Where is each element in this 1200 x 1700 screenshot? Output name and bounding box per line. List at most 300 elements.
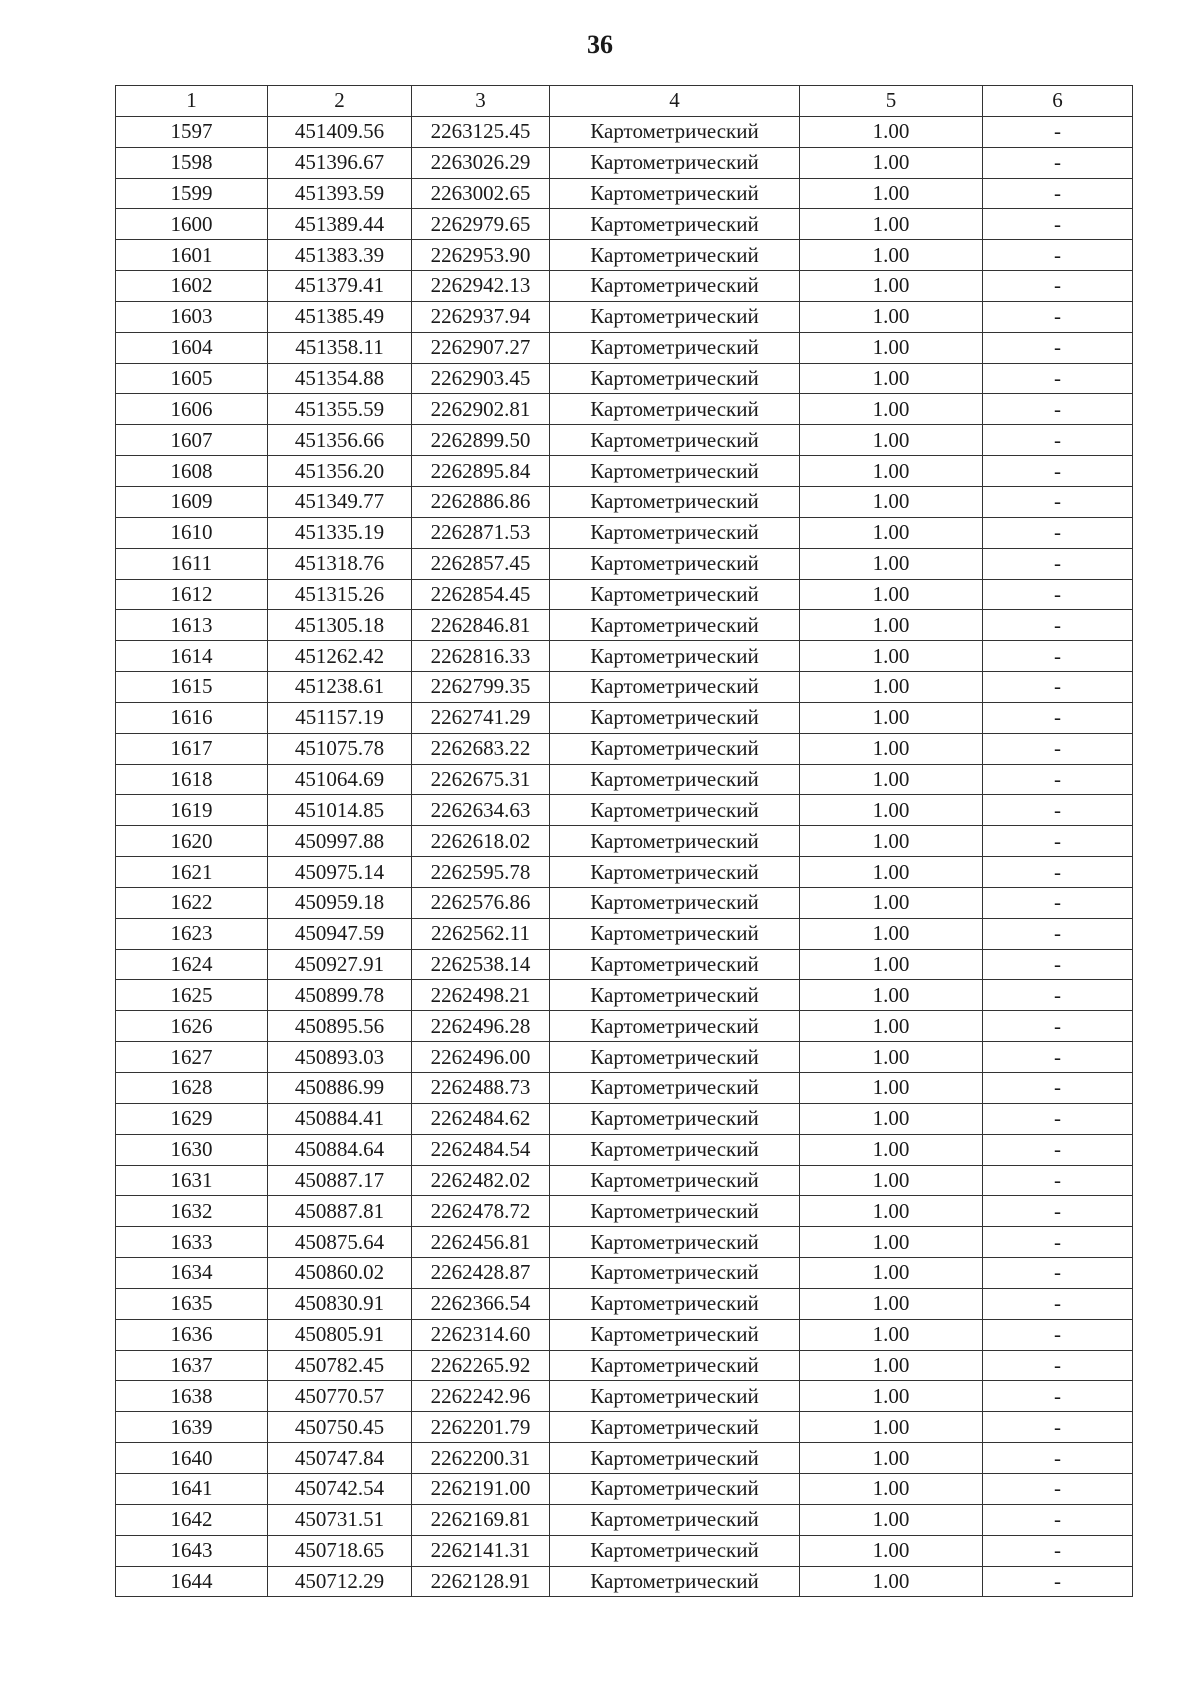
- method-cell: Картометрический: [550, 1042, 800, 1073]
- table-row: [116, 579, 1133, 610]
- method-cell: Картометрический: [550, 672, 800, 703]
- x-coordinate-cell: 450884.64: [268, 1134, 412, 1165]
- x-coordinate-cell: 451356.20: [268, 456, 412, 487]
- y-coordinate-cell: 2262799.35: [412, 672, 550, 703]
- point-number-cell: 1628: [116, 1073, 268, 1104]
- x-coordinate-cell: 451379.41: [268, 271, 412, 302]
- method-cell: Картометрический: [550, 486, 800, 517]
- table-row: [116, 1473, 1133, 1504]
- point-number-cell: 1622: [116, 887, 268, 918]
- y-coordinate-cell: 2262496.00: [412, 1042, 550, 1073]
- x-coordinate-cell: 450750.45: [268, 1412, 412, 1443]
- accuracy-cell: 1.00: [800, 887, 983, 918]
- y-coordinate-cell: 2262498.21: [412, 980, 550, 1011]
- method-cell: Картометрический: [550, 147, 800, 178]
- description-cell: -: [983, 918, 1133, 949]
- point-number-cell: 1602: [116, 271, 268, 302]
- table-row: [116, 486, 1133, 517]
- point-number-cell: 1639: [116, 1412, 268, 1443]
- x-coordinate-cell: 450887.81: [268, 1196, 412, 1227]
- accuracy-cell: 1.00: [800, 1258, 983, 1289]
- y-coordinate-cell: 2262314.60: [412, 1319, 550, 1350]
- description-cell: -: [983, 1103, 1133, 1134]
- y-coordinate-cell: 2262242.96: [412, 1381, 550, 1412]
- point-number-cell: 1631: [116, 1165, 268, 1196]
- accuracy-cell: 1.00: [800, 641, 983, 672]
- accuracy-cell: 1.00: [800, 1350, 983, 1381]
- table-row: [116, 1011, 1133, 1042]
- method-cell: Картометрический: [550, 1165, 800, 1196]
- point-number-cell: 1599: [116, 178, 268, 209]
- accuracy-cell: 1.00: [800, 610, 983, 641]
- table-row: [116, 147, 1133, 178]
- method-cell: Картометрический: [550, 116, 800, 147]
- accuracy-cell: 1.00: [800, 116, 983, 147]
- x-coordinate-cell: 451262.42: [268, 641, 412, 672]
- point-number-cell: 1614: [116, 641, 268, 672]
- x-coordinate-cell: 450770.57: [268, 1381, 412, 1412]
- table-header-row: [116, 86, 1133, 117]
- point-number-cell: 1630: [116, 1134, 268, 1165]
- method-cell: Картометрический: [550, 271, 800, 302]
- description-cell: -: [983, 548, 1133, 579]
- y-coordinate-cell: 2262428.87: [412, 1258, 550, 1289]
- method-cell: Картометрический: [550, 517, 800, 548]
- description-cell: -: [983, 1196, 1133, 1227]
- y-coordinate-cell: 2262937.94: [412, 301, 550, 332]
- method-cell: Картометрический: [550, 548, 800, 579]
- x-coordinate-cell: 451238.61: [268, 672, 412, 703]
- point-number-cell: 1608: [116, 456, 268, 487]
- accuracy-cell: 1.00: [800, 178, 983, 209]
- accuracy-cell: 1.00: [800, 240, 983, 271]
- y-coordinate-cell: 2262903.45: [412, 363, 550, 394]
- method-cell: Картометрический: [550, 1443, 800, 1474]
- y-coordinate-cell: 2262618.02: [412, 826, 550, 857]
- table-row: [116, 702, 1133, 733]
- point-number-cell: 1609: [116, 486, 268, 517]
- method-cell: Картометрический: [550, 301, 800, 332]
- table-row: [116, 672, 1133, 703]
- table-row: [116, 363, 1133, 394]
- description-cell: -: [983, 1165, 1133, 1196]
- method-cell: Картометрический: [550, 1566, 800, 1597]
- method-cell: Картометрический: [550, 918, 800, 949]
- page-number: 36: [587, 30, 613, 59]
- accuracy-cell: 1.00: [800, 795, 983, 826]
- description-cell: -: [983, 826, 1133, 857]
- table-row: [116, 394, 1133, 425]
- y-coordinate-cell: 2262942.13: [412, 271, 550, 302]
- point-number-cell: 1604: [116, 332, 268, 363]
- x-coordinate-cell: 451393.59: [268, 178, 412, 209]
- column-header: 4: [550, 86, 800, 117]
- x-coordinate-cell: 451014.85: [268, 795, 412, 826]
- method-cell: Картометрический: [550, 209, 800, 240]
- table-row: [116, 1443, 1133, 1474]
- point-number-cell: 1632: [116, 1196, 268, 1227]
- x-coordinate-cell: 450805.91: [268, 1319, 412, 1350]
- method-cell: Картометрический: [550, 363, 800, 394]
- x-coordinate-cell: 450884.41: [268, 1103, 412, 1134]
- method-cell: Картометрический: [550, 764, 800, 795]
- y-coordinate-cell: 2262816.33: [412, 641, 550, 672]
- point-number-cell: 1601: [116, 240, 268, 271]
- method-cell: Картометрический: [550, 980, 800, 1011]
- y-coordinate-cell: 2262895.84: [412, 456, 550, 487]
- point-number-cell: 1603: [116, 301, 268, 332]
- description-cell: -: [983, 1412, 1133, 1443]
- table-row: [116, 1165, 1133, 1196]
- accuracy-cell: 1.00: [800, 949, 983, 980]
- description-cell: -: [983, 1073, 1133, 1104]
- description-cell: -: [983, 271, 1133, 302]
- method-cell: Картометрический: [550, 1412, 800, 1443]
- y-coordinate-cell: 2262141.31: [412, 1535, 550, 1566]
- y-coordinate-cell: 2262854.45: [412, 579, 550, 610]
- accuracy-cell: 1.00: [800, 147, 983, 178]
- accuracy-cell: 1.00: [800, 1103, 983, 1134]
- method-cell: Картометрический: [550, 641, 800, 672]
- x-coordinate-cell: 450782.45: [268, 1350, 412, 1381]
- accuracy-cell: 1.00: [800, 1288, 983, 1319]
- point-number-cell: 1642: [116, 1504, 268, 1535]
- point-number-cell: 1615: [116, 672, 268, 703]
- y-coordinate-cell: 2262169.81: [412, 1504, 550, 1535]
- x-coordinate-cell: 451355.59: [268, 394, 412, 425]
- x-coordinate-cell: 450887.17: [268, 1165, 412, 1196]
- y-coordinate-cell: 2262128.91: [412, 1566, 550, 1597]
- table-row: [116, 795, 1133, 826]
- description-cell: -: [983, 764, 1133, 795]
- y-coordinate-cell: 2263125.45: [412, 116, 550, 147]
- table-row: [116, 456, 1133, 487]
- accuracy-cell: 1.00: [800, 1504, 983, 1535]
- point-number-cell: 1617: [116, 733, 268, 764]
- x-coordinate-cell: 450747.84: [268, 1443, 412, 1474]
- x-coordinate-cell: 451356.66: [268, 425, 412, 456]
- y-coordinate-cell: 2262634.63: [412, 795, 550, 826]
- point-number-cell: 1633: [116, 1227, 268, 1258]
- table-row: [116, 1103, 1133, 1134]
- table-row: [116, 425, 1133, 456]
- accuracy-cell: 1.00: [800, 1473, 983, 1504]
- method-cell: Картометрический: [550, 178, 800, 209]
- accuracy-cell: 1.00: [800, 1443, 983, 1474]
- table-row: [116, 332, 1133, 363]
- x-coordinate-cell: 450731.51: [268, 1504, 412, 1535]
- description-cell: -: [983, 301, 1133, 332]
- method-cell: Картометрический: [550, 1103, 800, 1134]
- y-coordinate-cell: 2262562.11: [412, 918, 550, 949]
- method-cell: Картометрический: [550, 579, 800, 610]
- method-cell: Картометрический: [550, 394, 800, 425]
- column-header: 5: [800, 86, 983, 117]
- point-number-cell: 1635: [116, 1288, 268, 1319]
- method-cell: Картометрический: [550, 1196, 800, 1227]
- description-cell: -: [983, 1473, 1133, 1504]
- point-number-cell: 1600: [116, 209, 268, 240]
- description-cell: -: [983, 425, 1133, 456]
- x-coordinate-cell: 451335.19: [268, 517, 412, 548]
- y-coordinate-cell: 2262538.14: [412, 949, 550, 980]
- point-number-cell: 1638: [116, 1381, 268, 1412]
- method-cell: Картометрический: [550, 1381, 800, 1412]
- accuracy-cell: 1.00: [800, 1381, 983, 1412]
- table-row: [116, 116, 1133, 147]
- point-number-cell: 1597: [116, 116, 268, 147]
- description-cell: -: [983, 486, 1133, 517]
- description-cell: -: [983, 332, 1133, 363]
- accuracy-cell: 1.00: [800, 1319, 983, 1350]
- table-row: [116, 980, 1133, 1011]
- point-number-cell: 1626: [116, 1011, 268, 1042]
- point-number-cell: 1605: [116, 363, 268, 394]
- accuracy-cell: 1.00: [800, 1165, 983, 1196]
- accuracy-cell: 1.00: [800, 456, 983, 487]
- accuracy-cell: 1.00: [800, 332, 983, 363]
- method-cell: Картометрический: [550, 949, 800, 980]
- method-cell: Картометрический: [550, 1227, 800, 1258]
- method-cell: Картометрический: [550, 795, 800, 826]
- x-coordinate-cell: 450975.14: [268, 857, 412, 888]
- method-cell: Картометрический: [550, 332, 800, 363]
- point-number-cell: 1627: [116, 1042, 268, 1073]
- x-coordinate-cell: 451318.76: [268, 548, 412, 579]
- description-cell: -: [983, 1258, 1133, 1289]
- accuracy-cell: 1.00: [800, 579, 983, 610]
- table-row: [116, 1227, 1133, 1258]
- accuracy-cell: 1.00: [800, 1412, 983, 1443]
- y-coordinate-cell: 2262576.86: [412, 887, 550, 918]
- point-number-cell: 1610: [116, 517, 268, 548]
- table-row: [116, 517, 1133, 548]
- accuracy-cell: 1.00: [800, 301, 983, 332]
- y-coordinate-cell: 2262200.31: [412, 1443, 550, 1474]
- accuracy-cell: 1.00: [800, 733, 983, 764]
- method-cell: Картометрический: [550, 1258, 800, 1289]
- table-row: [116, 949, 1133, 980]
- x-coordinate-cell: 450899.78: [268, 980, 412, 1011]
- coordinates-table: [115, 85, 1133, 1597]
- y-coordinate-cell: 2262478.72: [412, 1196, 550, 1227]
- point-number-cell: 1621: [116, 857, 268, 888]
- description-cell: -: [983, 702, 1133, 733]
- description-cell: -: [983, 394, 1133, 425]
- y-coordinate-cell: 2262484.62: [412, 1103, 550, 1134]
- method-cell: Картометрический: [550, 240, 800, 271]
- accuracy-cell: 1.00: [800, 702, 983, 733]
- table-row: [116, 1504, 1133, 1535]
- description-cell: -: [983, 1443, 1133, 1474]
- column-header: 2: [268, 86, 412, 117]
- method-cell: Картометрический: [550, 887, 800, 918]
- x-coordinate-cell: 451383.39: [268, 240, 412, 271]
- point-number-cell: 1636: [116, 1319, 268, 1350]
- y-coordinate-cell: 2262979.65: [412, 209, 550, 240]
- y-coordinate-cell: 2262496.28: [412, 1011, 550, 1042]
- description-cell: -: [983, 178, 1133, 209]
- x-coordinate-cell: 451305.18: [268, 610, 412, 641]
- x-coordinate-cell: 450742.54: [268, 1473, 412, 1504]
- accuracy-cell: 1.00: [800, 826, 983, 857]
- table-row: [116, 1566, 1133, 1597]
- table-row: [116, 918, 1133, 949]
- description-cell: -: [983, 1319, 1133, 1350]
- x-coordinate-cell: 450997.88: [268, 826, 412, 857]
- point-number-cell: 1598: [116, 147, 268, 178]
- accuracy-cell: 1.00: [800, 980, 983, 1011]
- point-number-cell: 1616: [116, 702, 268, 733]
- table-row: [116, 178, 1133, 209]
- description-cell: -: [983, 209, 1133, 240]
- y-coordinate-cell: 2262857.45: [412, 548, 550, 579]
- accuracy-cell: 1.00: [800, 1011, 983, 1042]
- point-number-cell: 1611: [116, 548, 268, 579]
- description-cell: -: [983, 857, 1133, 888]
- table-row: [116, 887, 1133, 918]
- x-coordinate-cell: 451075.78: [268, 733, 412, 764]
- x-coordinate-cell: 450959.18: [268, 887, 412, 918]
- y-coordinate-cell: 2262366.54: [412, 1288, 550, 1319]
- description-cell: -: [983, 1535, 1133, 1566]
- point-number-cell: 1629: [116, 1103, 268, 1134]
- point-number-cell: 1619: [116, 795, 268, 826]
- point-number-cell: 1625: [116, 980, 268, 1011]
- x-coordinate-cell: 450947.59: [268, 918, 412, 949]
- point-number-cell: 1612: [116, 579, 268, 610]
- method-cell: Картометрический: [550, 1473, 800, 1504]
- method-cell: Картометрический: [550, 1504, 800, 1535]
- description-cell: -: [983, 1381, 1133, 1412]
- method-cell: Картометрический: [550, 1073, 800, 1104]
- table-row: [116, 1412, 1133, 1443]
- description-cell: -: [983, 456, 1133, 487]
- accuracy-cell: 1.00: [800, 672, 983, 703]
- method-cell: Картометрический: [550, 733, 800, 764]
- accuracy-cell: 1.00: [800, 1042, 983, 1073]
- point-number-cell: 1641: [116, 1473, 268, 1504]
- accuracy-cell: 1.00: [800, 271, 983, 302]
- method-cell: Картометрический: [550, 702, 800, 733]
- x-coordinate-cell: 450886.99: [268, 1073, 412, 1104]
- method-cell: Картометрический: [550, 1535, 800, 1566]
- table-row: [116, 1535, 1133, 1566]
- x-coordinate-cell: 451389.44: [268, 209, 412, 240]
- x-coordinate-cell: 450712.29: [268, 1566, 412, 1597]
- method-cell: Картометрический: [550, 1134, 800, 1165]
- description-cell: -: [983, 1011, 1133, 1042]
- description-cell: -: [983, 1042, 1133, 1073]
- method-cell: Картометрический: [550, 857, 800, 888]
- description-cell: -: [983, 147, 1133, 178]
- table-row: [116, 857, 1133, 888]
- accuracy-cell: 1.00: [800, 1196, 983, 1227]
- column-header: 3: [412, 86, 550, 117]
- point-number-cell: 1623: [116, 918, 268, 949]
- description-cell: -: [983, 1227, 1133, 1258]
- table-body: [116, 116, 1133, 1597]
- description-cell: -: [983, 1504, 1133, 1535]
- y-coordinate-cell: 2262265.92: [412, 1350, 550, 1381]
- y-coordinate-cell: 2262191.00: [412, 1473, 550, 1504]
- description-cell: -: [983, 363, 1133, 394]
- y-coordinate-cell: 2262886.86: [412, 486, 550, 517]
- y-coordinate-cell: 2262871.53: [412, 517, 550, 548]
- accuracy-cell: 1.00: [800, 857, 983, 888]
- method-cell: Картометрический: [550, 1319, 800, 1350]
- x-coordinate-cell: 450927.91: [268, 949, 412, 980]
- point-number-cell: 1624: [116, 949, 268, 980]
- method-cell: Картометрический: [550, 1011, 800, 1042]
- table-row: [116, 301, 1133, 332]
- method-cell: Картометрический: [550, 1288, 800, 1319]
- accuracy-cell: 1.00: [800, 1535, 983, 1566]
- y-coordinate-cell: 2262953.90: [412, 240, 550, 271]
- table-row: [116, 1350, 1133, 1381]
- method-cell: Картометрический: [550, 610, 800, 641]
- description-cell: -: [983, 579, 1133, 610]
- description-cell: -: [983, 1350, 1133, 1381]
- description-cell: -: [983, 116, 1133, 147]
- description-cell: -: [983, 1288, 1133, 1319]
- method-cell: Картометрический: [550, 425, 800, 456]
- accuracy-cell: 1.00: [800, 363, 983, 394]
- x-coordinate-cell: 450895.56: [268, 1011, 412, 1042]
- point-number-cell: 1620: [116, 826, 268, 857]
- accuracy-cell: 1.00: [800, 1566, 983, 1597]
- point-number-cell: 1618: [116, 764, 268, 795]
- table-row: [116, 641, 1133, 672]
- description-cell: -: [983, 795, 1133, 826]
- x-coordinate-cell: 451349.77: [268, 486, 412, 517]
- description-cell: -: [983, 1134, 1133, 1165]
- x-coordinate-cell: 450893.03: [268, 1042, 412, 1073]
- x-coordinate-cell: 451157.19: [268, 702, 412, 733]
- table-row: [116, 209, 1133, 240]
- x-coordinate-cell: 451358.11: [268, 332, 412, 363]
- point-number-cell: 1637: [116, 1350, 268, 1381]
- y-coordinate-cell: 2262683.22: [412, 733, 550, 764]
- y-coordinate-cell: 2262846.81: [412, 610, 550, 641]
- table-row: [116, 610, 1133, 641]
- description-cell: -: [983, 240, 1133, 271]
- description-cell: -: [983, 1566, 1133, 1597]
- point-number-cell: 1613: [116, 610, 268, 641]
- accuracy-cell: 1.00: [800, 425, 983, 456]
- table-row: [116, 548, 1133, 579]
- point-number-cell: 1606: [116, 394, 268, 425]
- description-cell: -: [983, 949, 1133, 980]
- y-coordinate-cell: 2262675.31: [412, 764, 550, 795]
- description-cell: -: [983, 733, 1133, 764]
- accuracy-cell: 1.00: [800, 517, 983, 548]
- x-coordinate-cell: 451409.56: [268, 116, 412, 147]
- x-coordinate-cell: 451064.69: [268, 764, 412, 795]
- y-coordinate-cell: 2262595.78: [412, 857, 550, 888]
- y-coordinate-cell: 2263002.65: [412, 178, 550, 209]
- description-cell: -: [983, 641, 1133, 672]
- accuracy-cell: 1.00: [800, 918, 983, 949]
- x-coordinate-cell: 450718.65: [268, 1535, 412, 1566]
- y-coordinate-cell: 2262907.27: [412, 332, 550, 363]
- table-row: [116, 271, 1133, 302]
- table-row: [116, 240, 1133, 271]
- method-cell: Картометрический: [550, 456, 800, 487]
- table-row: [116, 1196, 1133, 1227]
- column-header: 1: [116, 86, 268, 117]
- y-coordinate-cell: 2262456.81: [412, 1227, 550, 1258]
